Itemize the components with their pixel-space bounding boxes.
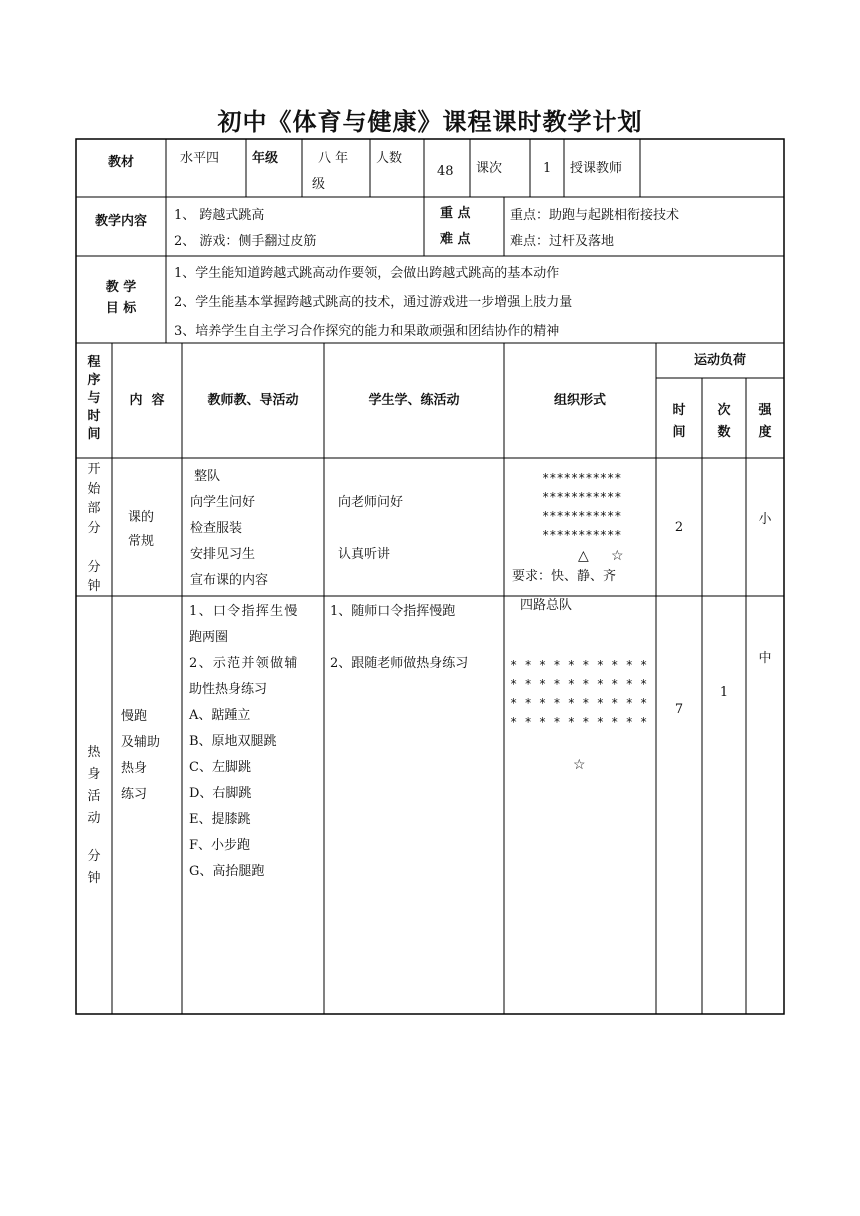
row-content-cont: 练习	[121, 787, 148, 802]
key-point-label: 重 点	[440, 206, 471, 221]
formation-row: ***********	[542, 490, 622, 504]
student-activity: 向老师问好	[338, 495, 404, 510]
goal-item-2: 2、学生能基本掌握跨越式跳高的技术，通过游戏进一步增强上肢力量	[174, 295, 573, 310]
teacher-activity: F、小步跑	[189, 838, 251, 853]
load-time: 2	[674, 520, 684, 535]
teacher-activity: 检查服装	[190, 521, 243, 536]
grade-label: 年级	[252, 151, 279, 166]
teacher-activity: 2、示范并领做辅	[189, 656, 299, 671]
row-content-cont: 常规	[128, 534, 155, 549]
teacher-activity: 向学生问好	[190, 495, 256, 510]
load-count: 1	[719, 685, 729, 700]
teacher-activity: G、高抬腿跑	[189, 864, 265, 879]
formation-row: ***********	[542, 471, 622, 485]
row-content: 慢跑	[121, 709, 148, 724]
teacher-activity: B、原地双腿跳	[189, 734, 277, 749]
formation-row: * * * * * * * * * *	[510, 696, 648, 710]
content-label: 教学内容	[94, 214, 147, 229]
formation-row: ***********	[542, 509, 622, 523]
material-value: 水平四	[180, 151, 220, 166]
col-teacher-header: 教师教、导活动	[207, 393, 299, 408]
teacher-label: 授课教师	[570, 161, 623, 176]
formation-row: ***********	[542, 528, 622, 542]
col-student-header: 学生学、练活动	[368, 393, 460, 408]
col-count-header: 次 数	[717, 403, 731, 440]
difficulty-text: 难点：过杆及落地	[510, 234, 615, 249]
teacher-activity: A、踮踵立	[189, 708, 251, 723]
grade-value: 八 年	[318, 151, 349, 166]
content-item-2: 2、 游戏：侧手翻过皮筋	[174, 234, 317, 249]
teacher-activity: C、左脚跳	[189, 760, 251, 775]
row-content-cont: 热身	[121, 761, 148, 776]
session-value: 1	[543, 161, 552, 176]
formation-symbols: ☆	[573, 757, 586, 773]
goal-item-1: 1、学生能知道跨越式跳高动作要领，会做出跨越式跳高的基本动作	[174, 266, 560, 281]
goals-label-cont: 目 标	[105, 301, 137, 316]
difficulty-label: 难 点	[440, 232, 471, 247]
col-time-header: 时 间	[672, 403, 686, 440]
teacher-activity: D、右脚跳	[189, 786, 252, 801]
material-label: 教材	[107, 155, 134, 170]
student-activity: 2、跟随老师做热身练习	[330, 656, 469, 671]
session-label: 课次	[476, 161, 503, 176]
student-activity: 1、随师口令指挥慢跑	[330, 604, 456, 619]
teacher-activity: 1、口令指挥生慢	[189, 604, 299, 619]
load-intensity: 中	[758, 651, 772, 666]
col-organization-header: 组织形式	[553, 393, 606, 408]
student-activity: 认真听讲	[338, 547, 391, 562]
phase-start: 开 始 部 分 分 钟	[87, 462, 101, 594]
load-intensity: 小	[758, 512, 772, 527]
teacher-activity: 跑两圈	[189, 630, 229, 645]
page-title: 初中《体育与健康》课程课时教学计划	[217, 107, 643, 136]
goal-item-3: 3、培养学生自主学习合作探究的能力和果敢顽强和团结协作的精神	[174, 324, 560, 339]
key-point-text: 重点：助跑与起跳相衔接技术	[510, 208, 680, 223]
formation-row: * * * * * * * * * *	[510, 677, 648, 691]
goals-label: 教 学	[105, 280, 137, 295]
formation-row: * * * * * * * * * *	[510, 658, 648, 672]
grade-value-cont: 级	[312, 177, 326, 192]
formation-note: 要求：快、静、齐	[512, 569, 617, 584]
col-procedure-header: 程 序 与 时 间	[87, 355, 101, 442]
col-intensity-header: 强 度	[758, 403, 772, 440]
col-load-header: 运动负荷	[693, 353, 746, 368]
count-label: 人数	[376, 151, 403, 166]
teacher-activity: 整队	[190, 469, 221, 484]
row-content-cont: 及辅助	[121, 735, 161, 750]
formation-title: 四路总队	[520, 598, 573, 613]
teacher-activity: 安排见习生	[190, 547, 256, 562]
formation-row: * * * * * * * * * *	[510, 715, 648, 729]
content-item-1: 1、 跨越式跳高	[174, 208, 265, 223]
teacher-activity: 助性热身练习	[189, 682, 268, 697]
count-value: 48	[437, 164, 454, 179]
load-time: 7	[674, 702, 684, 717]
phase-warmup: 热 身 活 动 分 钟	[87, 745, 101, 886]
formation-symbols: △ ☆	[578, 548, 624, 564]
teacher-activity: 宣布课的内容	[190, 573, 269, 588]
col-content-header: 内 容	[129, 393, 165, 408]
teacher-activity: E、提膝跳	[189, 812, 251, 827]
row-content: 课的	[128, 510, 155, 525]
